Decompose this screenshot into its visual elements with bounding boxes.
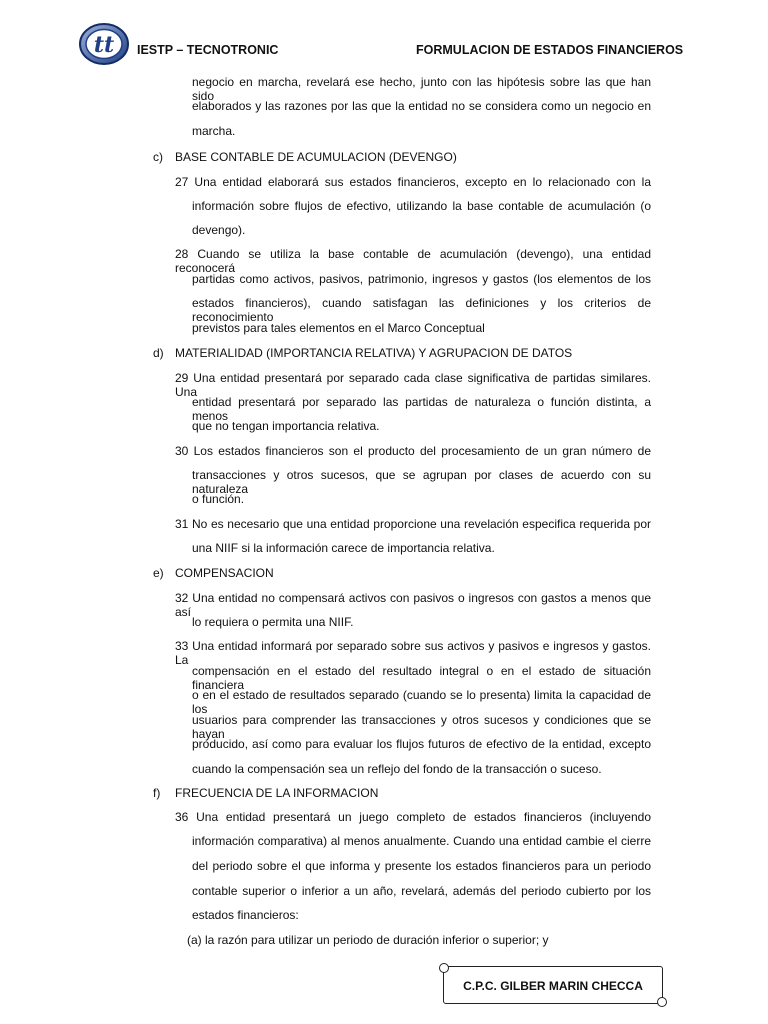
- text-line: información comparativa) al menos anualmente. Cuando una entidad cambie el cierre: [192, 834, 651, 848]
- paragraph-line: 30 Los estados financieros son el producto del procesamiento de un gran número de: [175, 444, 651, 458]
- text-line: información sobre flujos de efectivo, utilizando la base contable de acumulación (o: [192, 199, 651, 213]
- scroll-curl-icon: [657, 997, 667, 1007]
- text-line: o en el estado de resultados separado (cuando se lo presenta) limita la capacidad de los: [192, 688, 651, 716]
- text-line: una NIIF si la información carece de importancia relativa.: [192, 541, 495, 555]
- text-line: usuarios para comprender las transacciones y otros sucesos y condiciones que se hayan: [192, 713, 651, 741]
- section-letter: d): [153, 346, 164, 360]
- text-line: cuando la compensación sea un reflejo del fondo de la transacción o suceso.: [192, 762, 602, 776]
- section-heading: BASE CONTABLE DE ACUMULACION (DEVENGO): [175, 150, 457, 164]
- institution-name: IESTP – TECNOTRONIC: [137, 43, 279, 57]
- section-letter: e): [153, 566, 164, 580]
- text-line: lo requiera o permita una NIIF.: [192, 615, 354, 629]
- text-line: que no tengan importancia relativa.: [192, 419, 380, 433]
- paragraph-line: 36 Una entidad presentará un juego completo de estados financieros (incluyendo: [175, 810, 651, 824]
- author-name: C.P.C. GILBER MARIN CHECCA: [463, 979, 643, 993]
- text-line: negocio en marcha, revelará ese hecho, junto con las hipótesis sobre las que han sido: [192, 75, 651, 103]
- tecnotronic-logo-icon: [78, 22, 130, 66]
- section-heading: FRECUENCIA DE LA INFORMACION: [175, 786, 379, 800]
- paragraph-line: 32 Una entidad no compensará activos con pasivos o ingresos con gastos a menos que así: [175, 591, 651, 619]
- svg-text:tt: tt: [93, 32, 115, 58]
- author-footer: [443, 966, 663, 1004]
- text-line: previstos para tales elementos en el Marco Conceptual: [192, 321, 485, 335]
- text-line: entidad presentará por separado las partidas de naturaleza o función distinta, a menos: [192, 395, 651, 423]
- paragraph-line: 28 Cuando se utiliza la base contable de acumulación (devengo), una entidad reconocerá: [175, 247, 651, 275]
- paragraph-line: 31 No es necesario que una entidad proporcione una revelación especifica requerida por: [175, 517, 651, 531]
- section-letter: f): [153, 786, 161, 800]
- text-line: transacciones y otros sucesos, que se agrupan por clases de acuerdo con su naturaleza: [192, 468, 651, 496]
- text-line: marcha.: [192, 124, 236, 138]
- section-heading: MATERIALIDAD (IMPORTANCIA RELATIVA) Y AGRUPACION DE DATOS: [175, 346, 573, 360]
- scroll-curl-icon: [439, 963, 449, 973]
- section-letter: c): [153, 150, 163, 164]
- text-line: devengo).: [192, 223, 246, 237]
- text-line: o función.: [192, 492, 245, 506]
- text-line: elaborados y las razones por las que la entidad no se considera como un negocio en: [192, 99, 651, 113]
- section-heading: COMPENSACION: [175, 566, 274, 580]
- document-title: FORMULACION DE ESTADOS FINANCIEROS: [416, 43, 684, 57]
- text-line: partidas como activos, pasivos, patrimonio, ingresos y gastos (los elementos de los: [192, 272, 651, 286]
- page-header: [0, 0, 768, 70]
- text-line: del periodo sobre el que informa y presente los estados financieros para un periodo: [192, 859, 651, 873]
- paragraph-line: 33 Una entidad informará por separado sobre sus activos y pasivos e ingresos y gastos. La: [175, 639, 651, 667]
- text-line: estados financieros), cuando satisfagan las definiciones y los criterios de reconocimiento: [192, 296, 651, 324]
- paragraph-line: 29 Una entidad presentará por separado cada clase significativa de partidas similares. Una: [175, 371, 651, 399]
- text-line: compensación en el estado del resultado integral o en el estado de situación financiera: [192, 664, 651, 692]
- text-line: producido, así como para evaluar los flujos futuros de efectivo de la entidad, excepto: [192, 737, 651, 751]
- text-line: contable superior o inferior a un año, revelará, además del periodo cubierto por los: [192, 884, 651, 898]
- paragraph-line: 27 Una entidad elaborará sus estados financieros, excepto en lo relacionado con la: [175, 175, 651, 189]
- text-line: estados financieros:: [192, 908, 299, 922]
- list-item: (a) la razón para utilizar un periodo de duración inferior o superior; y: [187, 933, 549, 947]
